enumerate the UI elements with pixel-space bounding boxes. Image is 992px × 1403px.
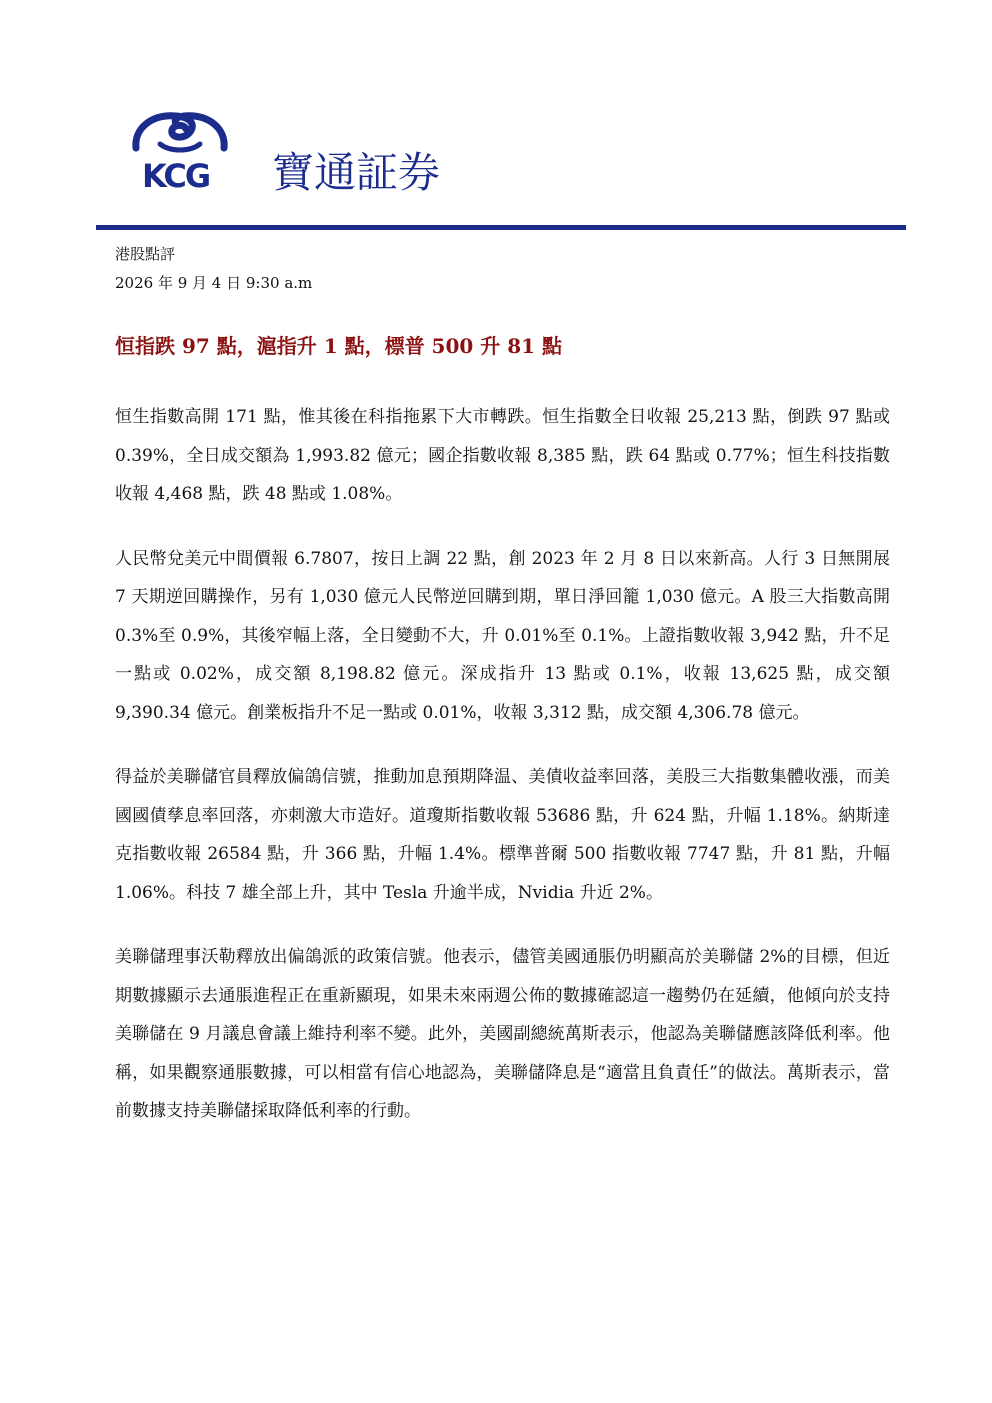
paragraph-china-market: 人民幣兌美元中間價報 6.7807，按日上調 22 點，創 2023 年 2 月 8 日以來新高。人行 3 日無開展 7 天期逆回購操作，另有 1,030 億元人民幣逆回購到期，單日淨回籠 1,030 億元。A 股三大指數高開 0.3%至 0.9%，其後窄幅上落，全日變動不大，升 0.01%至 0.1%。上證指數收報 3,942 點，升不足一點或 0.02%，成交額 8,198.82 億元。深成指升 13 點或 0.1%，收報 13,625 點，成交額 9,390.34 億元。創業板指升不足一點或 0.01%，收報 3,312 點，成交額 4,306.78 億元。 — [115, 548, 890, 723]
letterhead — [130, 108, 470, 208]
report-category: 港股點評 — [115, 245, 176, 263]
header-divider — [96, 225, 906, 230]
logo-text: KCG — [142, 157, 210, 195]
article-body — [115, 398, 890, 1157]
headline: 恒指跌 97 點，滬指升 1 點，標普 500 升 81 點 — [115, 334, 563, 358]
paragraph-us-market: 得益於美聯儲官員釋放偏鴿信號，推動加息預期降温、美債收益率回落，美股三大指數集體收漲，而美國國債孳息率回落，亦刺激大市造好。道瓊斯指數收報 53686 點，升 624 點，升幅 1.18%。納斯達克指數收報 26584 點，升 366 點，升幅 1.4%。標準普爾 500 指數收報 7747 點，升 81 點，升幅 1.06%。科技 7 雄全部上升，其中 Tesla 升逾半成，Nvidia 升近 2%。 — [115, 767, 890, 903]
kcg-emblem-icon — [130, 108, 230, 164]
report-meta — [115, 240, 312, 298]
report-datetime: 2026 年 9 月 4 日 9:30 a.m — [115, 274, 313, 292]
kcg-logo — [130, 108, 230, 196]
company-name: 寶通証券 — [272, 148, 441, 197]
paragraph-fed-policy: 美聯儲理事沃勒釋放出偏鴿派的政策信號。他表示，儘管美國通脹仍明顯高於美聯儲 2%的目標，但近期數據顯示去通脹進程正在重新顯現，如果未來兩週公佈的數據確認這一趨勢仍在延續，他傾向於支持美聯儲在 9 月議息會議上維持利率不變。此外，美國副總統萬斯表示，他認為美聯儲應該降低利率。他稱，如果觀察通脹數據，可以相當有信心地認為，美聯儲降息是“適當且負責任”的做法。萬斯表示，當前數據支持美聯儲採取降低利率的行動。 — [115, 947, 890, 1121]
paragraph-hk-market: 恒生指數高開 171 點，惟其後在科指拖累下大市轉跌。恒生指數全日收報 25,213 點，倒跌 97 點或 0.39%，全日成交額為 1,993.82 億元；國企指數收報 8,385 點，跌 64 點或 0.77%；恒生科技指數收報 4,468 點，跌 48 點或 1.08%。 — [115, 407, 890, 504]
